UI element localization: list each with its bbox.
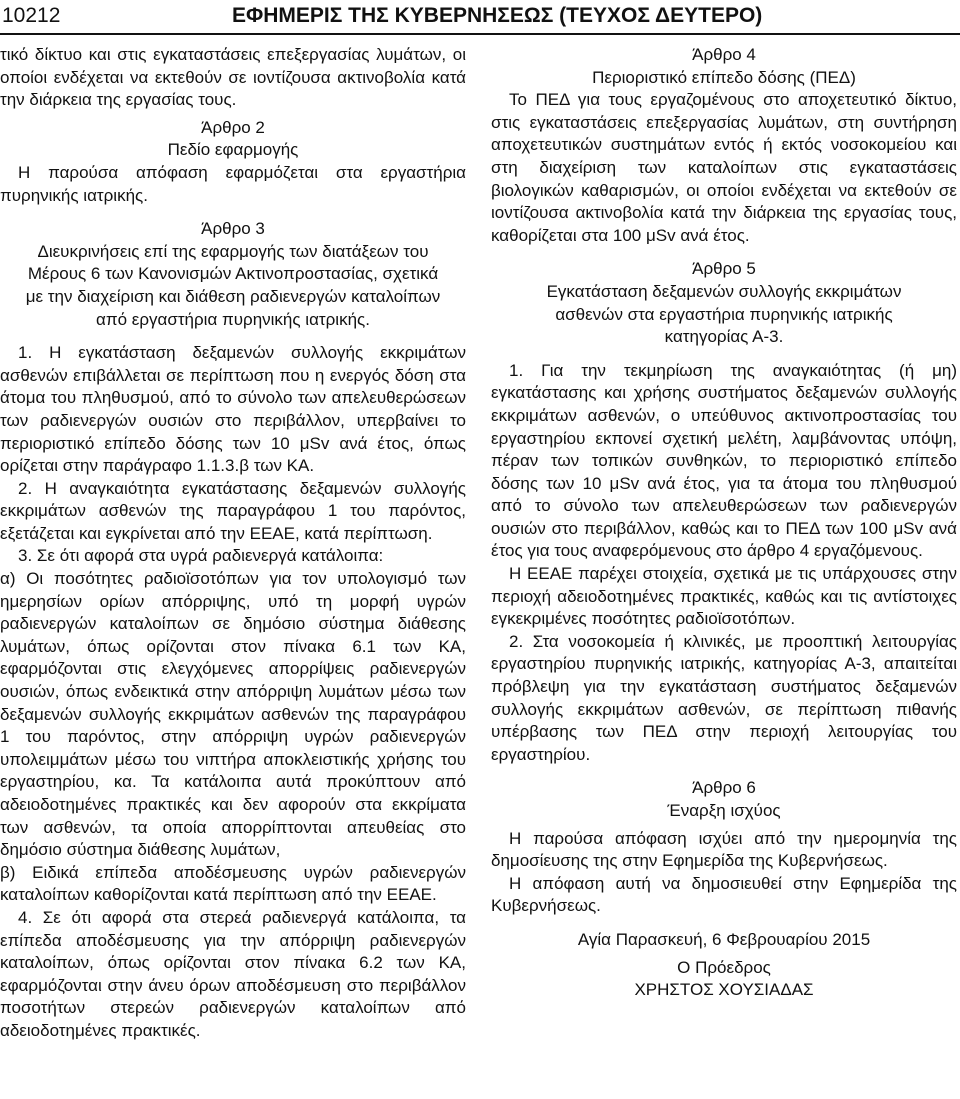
article-5-paragraph-1b: Η ΕΕΑΕ παρέχει στοιχεία, σχετικά με τις υπάρχουσες στην περιοχή αδειοδοτημένες πρακτικές, καθώς και τις αντίστοιχες εγκεκριμένες ποσότητες ραδιοϊσοτόπων. [491, 564, 957, 629]
article-6-paragraph-1: Η παρούσα απόφαση ισχύει από την ημερομηνία της δημοσίευσης της στην Εφημερίδα της Κυβερνήσεως. [491, 828, 957, 871]
page-number: 10212 [2, 4, 61, 27]
right-column [491, 44, 957, 1002]
left-column [0, 44, 466, 1043]
article-3-paragraph-4: 4. Σε ότι αφορά στα στερεά ραδιενεργά κατάλοιπα, τα επίπεδα αποδέσμευσης για την απόρριψη ραδιενεργών καταλοίπων, όπως ορίζονται στον πίνακα 6.2 των ΚΑ, εφαρμόζονται στην άνευ όρων αποδέσμευση στο περιβάλλον ποσοτήτων στερεών ραδιενεργών καταλοίπων από αδειοδοτημένες πρακτικές. [0, 907, 466, 1040]
article-4-body: Το ΠΕΔ για τους εργαζομένους στο αποχετευτικό δίκτυο, στις εγκαταστάσεις επεξεργασίας λυμάτων, στη συντήρηση αποχετευτικών συστημάτων εντός ή εκτός νοσοκομείου και στη διαχείριση των καταλοίπων στις εγκαταστάσεις βιολογικών καθαρισμών, οι οποίοι ενδέχεται να εκτεθούν σε ιοντίζουσα ακτινοβολία κατά την διάρκεια της εργασίας τους, καθορίζεται στα 100 μSv ανά έτος. [491, 90, 957, 245]
article-6-title: Έναρξη ισχύος [667, 801, 781, 820]
signer-name: ΧΡΗΣΤΟΣ ΧΟΥΣΙΑΔΑΣ [634, 980, 814, 1000]
intro-paragraph: τικό δίκτυο και στις εγκαταστάσεις επεξεργασίας λυμάτων, οι οποίοι ενδέχεται να εκτεθούν σε ιοντίζουσα ακτινοβολία κατά την διάρκεια της εργασίας τους. [0, 45, 466, 110]
article-6-paragraph-2: Η απόφαση αυτή να δημοσιευθεί στην Εφημερίδα της Κυβερνήσεως. [491, 873, 957, 916]
article-3-heading: Άρθρο 3 [201, 219, 265, 239]
article-3-paragraph-1: 1. Η εγκατάσταση δεξαμενών συλλογής εκκριμάτων ασθενών επιβάλλεται σε περίπτωση που η ενεργός δόση στα άτομα του πληθυσμού, από το σύνολο των απελευθερώσεων των ραδιενεργών ουσιών στο περιβάλλον, υπερβαίνει το περιοριστικό επίπεδο δόσης των 10 μSv ανά έτος, όπως ορίζεται στην παράγραφο 1.1.3.β των ΚΑ. [0, 343, 466, 476]
signer-role: Ο Πρόεδρος [677, 957, 771, 977]
place-date: Αγία Παρασκευή, 6 Φεβρουαρίου 2015 [577, 929, 871, 949]
article-5-heading: Άρθρο 5 [692, 259, 756, 279]
article-5-paragraph-1: 1. Για την τεκμηρίωση της αναγκαιότητας (ή μη) εγκατάστασης και χρήσης συστήματος δεξαμενών συλλογής εκκριμάτων ασθενών, ο υπεύθυνος ακτινοπροστασίας του εργαστηρίου εκπονεί σχετική μελέτη, λαμβάνοντας υπόψη, πέραν των τοπικών συνθηκών, το περιοριστικό επίπεδο δόσης των 10 μSv ανά έτος, για τα άτομα του πληθυσμού από το σύνολο των απελευθερώσεων των ραδιενεργών ουσιών στο περιβάλλον, καθώς και το ΠΕΔ των 100 μSv ανά έτος για τους αναφερόμενους στο άρθρο 4 εργαζόμενους. [491, 360, 957, 561]
article-3-paragraph-3a: α) Οι ποσότητες ραδιοϊσοτόπων για τον υπολογισμό των ημερησίων ορίων απόρριψης, υπό τη μορφή υγρών ραδιενεργών καταλοίπων σε δημόσιο σύστημα διάθεσης λυμάτων, όπως ορίζονται στον πίνακα 6.1 των ΚΑ, εφαρμόζονται στις ελεγχόμενες απορρίψεις ραδιενεργών ουσιών, όπως ενδεικτικά στην απόρριψη λυμάτων μέσω των δεξαμενών συλλογής εκκριμάτων ασθενών της παραγράφου 1 του παρόντος, στην απόρριψη υγρών ραδιενεργών υπολειμμάτων μέσω του νιπτήρα αποκλειστικής χρήσης του εργαστηρίου, κα. Τα κατάλοιπα αυτά προκύπτουν από αδειοδοτημένες πρακτικές και δεν αφορούν στα εκκρίματα των ασθενών, τα οποία απορρίπτονται απευθείας στο δημόσιο σύστημα διάθεσης λυμάτων, [0, 569, 466, 860]
article-3-paragraph-2: 2. Η αναγκαιότητα εγκατάστασης δεξαμενών συλλογής εκκριμάτων ασθενών της παραγράφου 1 του παρόντος, εξετάζεται και εγκρίνεται από την ΕΕΑΕ, κατά περίπτωση. [0, 478, 466, 543]
page-header [0, 0, 960, 36]
article-3-title: Διευκρινήσεις επί της εφαρμογής των διατάξεων του Μέρους 6 των Κανονισμών Ακτινοπροστασίας, σχετικά με την διαχείριση και διάθεση ραδιενεργών καταλοίπων από εργαστήρια πυρηνικής ιατρικής. [25, 241, 441, 329]
article-5-title: Εγκατάσταση δεξαμενών συλλογής εκκριμάτων ασθενών στα εργαστήρια πυρηνικής ιατρικής κατηγορίας Α-3. [546, 281, 902, 347]
article-4-title: Περιοριστικό επίπεδο δόσης (ΠΕΔ) [592, 67, 856, 87]
article-3-paragraph-3b: β) Ειδικά επίπεδα αποδέσμευσης υγρών ραδιενεργών καταλοίπων καθορίζονται κατά περίπτωση από την ΕΕΑΕ. [0, 862, 466, 905]
article-3-paragraph-3: 3. Σε ότι αφορά στα υγρά ραδιενεργά κατάλοιπα: [18, 546, 384, 566]
article-2-title: Πεδίο εφαρμογής [167, 140, 299, 160]
article-2-body: Η παρούσα απόφαση εφαρμόζεται στα εργαστήρια πυρηνικής ιατρικής. [0, 162, 466, 205]
header-rule [0, 33, 960, 35]
article-5-paragraph-2: 2. Στα νοσοκομεία ή κλινικές, με προοπτική λειτουργίας εργαστηρίου πυρηνικής ιατρικής, κατηγορίας Α-3, απαιτείται πρόβλεψη για την εγκατάσταση συστήματος δεξαμενών συλλογής εκκριμάτων ασθενών, σε περίπτωση πιθανής υπέρβασης των ΠΕΔ στην περιοχή λειτουργίας του εργαστηρίου. [491, 631, 957, 764]
article-6-heading: Άρθρο 6 [692, 778, 756, 798]
gazette-title: ΕΦΗΜΕΡΙΣ ΤΗΣ ΚΥΒΕΡΝΗΣΕΩΣ (ΤΕΥΧΟΣ ΔΕΥΤΕΡΟ) [232, 4, 763, 27]
article-2-heading: Άρθρο 2 [201, 117, 265, 137]
article-4-heading: Άρθρο 4 [692, 45, 756, 64]
